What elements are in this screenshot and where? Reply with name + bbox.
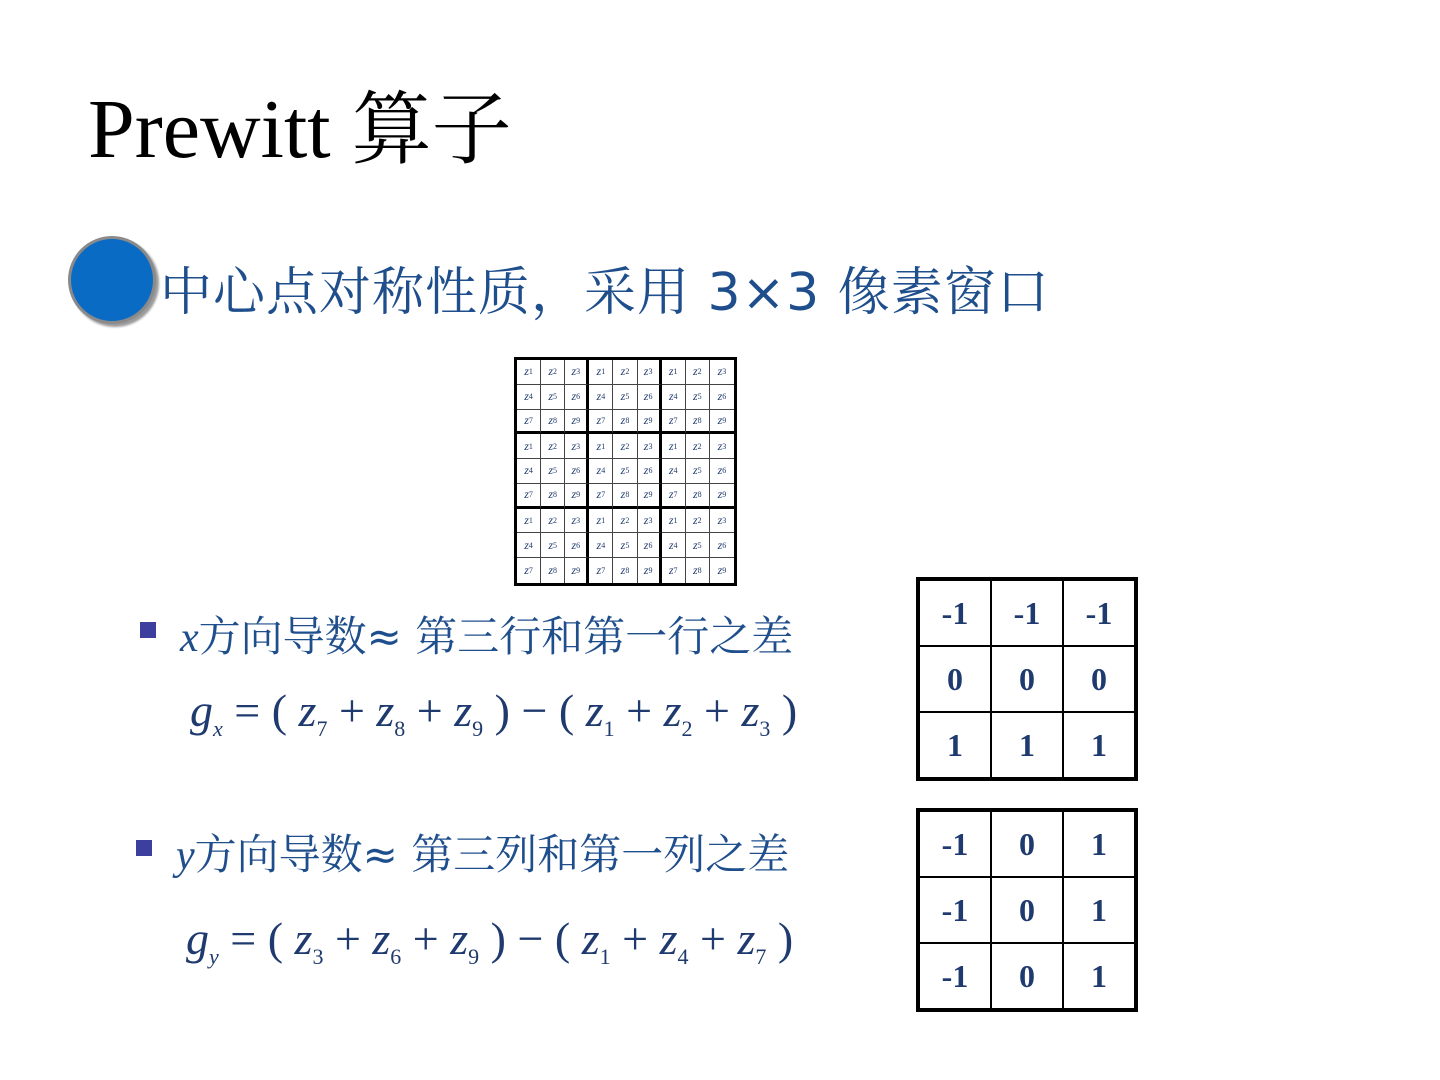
pixel-cell: z 6 bbox=[710, 533, 734, 558]
pixel-cell: z 2 bbox=[613, 509, 637, 534]
title-latin: Prewitt bbox=[88, 83, 331, 176]
pixel-cell: z 5 bbox=[686, 459, 710, 484]
pixel-cell: z 1 bbox=[589, 509, 613, 534]
pixel-cell: z 2 bbox=[541, 360, 565, 385]
mask-cell: 0 bbox=[1063, 646, 1136, 712]
pixel-cell: z 1 bbox=[662, 509, 686, 534]
pixel-cell: z 5 bbox=[686, 385, 710, 410]
pixel-cell: z 8 bbox=[686, 558, 710, 583]
pixel-cell: z 3 bbox=[638, 434, 662, 459]
pixel-cell: z 4 bbox=[662, 533, 686, 558]
pixel-cell: z 8 bbox=[541, 410, 565, 435]
gx-formula: $g_x$ = ( $z_7 + z_8 + z_9$ ) − ( $z_1 + z_2 + z_3$ ) bbox=[190, 685, 798, 742]
mask-cell: 0 bbox=[991, 810, 1063, 877]
mask-cell: 0 bbox=[918, 646, 991, 712]
pixel-cell: z 7 bbox=[517, 558, 541, 583]
pixel-cell: z 1 bbox=[589, 434, 613, 459]
x-var: x bbox=[180, 615, 199, 661]
pixel-cell: z 5 bbox=[613, 385, 637, 410]
x-derivative-text bbox=[180, 604, 793, 664]
pixel-cell: z 4 bbox=[589, 385, 613, 410]
pixel-cell: z 9 bbox=[565, 558, 589, 583]
bullet-circle-icon bbox=[68, 236, 156, 324]
pixel-cell: z 7 bbox=[589, 558, 613, 583]
subheading: 中心点对称性质，采用 3×3 像素窗口 bbox=[160, 263, 1050, 323]
pixel-cell: z 7 bbox=[662, 410, 686, 435]
y-derivative-text bbox=[176, 822, 789, 882]
mask-cell: 1 bbox=[1063, 943, 1136, 1010]
pixel-cell: z 1 bbox=[517, 509, 541, 534]
pixel-cell: z 9 bbox=[638, 410, 662, 435]
pixel-cell: z 4 bbox=[662, 385, 686, 410]
pixel-cell: z 6 bbox=[565, 533, 589, 558]
pixel-cell: z 2 bbox=[686, 360, 710, 385]
pixel-cell: z 7 bbox=[517, 410, 541, 435]
pixel-cell: z 5 bbox=[541, 459, 565, 484]
pixel-cell: z 3 bbox=[638, 360, 662, 385]
pixel-cell: z 8 bbox=[686, 484, 710, 509]
pixel-cell: z 1 bbox=[517, 360, 541, 385]
pixel-cell: z 6 bbox=[638, 385, 662, 410]
x-desc: 方向导数≈ 第三行和第一行之差 bbox=[198, 612, 794, 661]
mask-cell: -1 bbox=[918, 943, 991, 1010]
pixel-cell: z 5 bbox=[541, 533, 565, 558]
pixel-cell: z 7 bbox=[589, 410, 613, 435]
pixel-cell: z 3 bbox=[565, 360, 589, 385]
prewitt-x-mask bbox=[916, 577, 1138, 781]
pixel-cell: z 1 bbox=[517, 434, 541, 459]
mask-cell: -1 bbox=[991, 579, 1063, 646]
pixel-cell: z 9 bbox=[565, 484, 589, 509]
y-var: y bbox=[176, 833, 195, 879]
mask-cell: 1 bbox=[1063, 877, 1136, 943]
pixel-cell: z 1 bbox=[662, 360, 686, 385]
pixel-cell: z 5 bbox=[613, 459, 637, 484]
pixel-cell: z 6 bbox=[638, 459, 662, 484]
pixel-cell: z 4 bbox=[517, 385, 541, 410]
pixel-cell: z 2 bbox=[686, 509, 710, 534]
pixel-cell: z 2 bbox=[541, 434, 565, 459]
pixel-cell: z 3 bbox=[565, 509, 589, 534]
pixel-cell: z 8 bbox=[686, 410, 710, 435]
pixel-cell: z 6 bbox=[638, 533, 662, 558]
mask-cell: 1 bbox=[991, 712, 1063, 779]
pixel-cell: z 1 bbox=[662, 434, 686, 459]
pixel-cell: z 9 bbox=[710, 484, 734, 509]
mask-cell: 1 bbox=[918, 712, 991, 779]
pixel-cell: z 4 bbox=[589, 459, 613, 484]
pixel-cell: z 3 bbox=[638, 509, 662, 534]
pixel-cell: z 8 bbox=[613, 484, 637, 509]
pixel-cell: z 4 bbox=[517, 533, 541, 558]
pixel-cell: z 7 bbox=[662, 558, 686, 583]
pixel-cell: z 3 bbox=[710, 434, 734, 459]
pixel-cell: z 3 bbox=[565, 434, 589, 459]
mask-cell: 0 bbox=[991, 646, 1063, 712]
square-bullet-icon bbox=[140, 622, 156, 638]
pixel-cell: z 6 bbox=[710, 459, 734, 484]
pixel-cell: z 4 bbox=[662, 459, 686, 484]
pixel-cell: z 7 bbox=[589, 484, 613, 509]
square-bullet-icon bbox=[136, 840, 152, 856]
y-desc: 方向导数≈ 第三列和第一列之差 bbox=[194, 830, 790, 879]
title-cjk: 算子 bbox=[351, 83, 512, 176]
mask-cell: 0 bbox=[991, 877, 1063, 943]
pixel-cell: z 8 bbox=[613, 410, 637, 435]
pixel-cell: z 9 bbox=[717, 563, 727, 578]
pixel-cell: z 9 bbox=[710, 410, 734, 435]
pixel-cell: z 9 bbox=[638, 558, 662, 583]
pixel-cell: z 9 bbox=[638, 484, 662, 509]
pixel-cell: z 3 bbox=[710, 509, 734, 534]
pixel-cell: z 7 bbox=[517, 484, 541, 509]
pixel-cell: z 8 bbox=[613, 558, 637, 583]
pixel-cell: z 3 bbox=[710, 360, 734, 385]
pixel-cell: z 8 bbox=[541, 484, 565, 509]
prewitt-y-mask bbox=[916, 808, 1138, 1012]
pixel-cell: z 2 bbox=[613, 434, 637, 459]
pixel-cell: z 8 bbox=[541, 558, 565, 583]
pixel-cell: z 7 bbox=[662, 484, 686, 509]
pixel-window-grid bbox=[514, 357, 737, 586]
pixel-cell: z 6 bbox=[710, 385, 734, 410]
pixel-cell: z 6 bbox=[565, 459, 589, 484]
pixel-cell: z 5 bbox=[686, 533, 710, 558]
gy-formula: $g_y$ = ( $z_3 + z_6 + z_9$ ) − ( $z_1 + z_4 + z_7$ ) bbox=[186, 913, 794, 970]
mask-cell: -1 bbox=[918, 579, 991, 646]
pixel-cell: z 5 bbox=[541, 385, 565, 410]
pixel-cell: z 5 bbox=[613, 533, 637, 558]
mask-cell: -1 bbox=[1063, 579, 1136, 646]
mask-cell: 1 bbox=[1063, 712, 1136, 779]
slide-title bbox=[88, 83, 512, 176]
pixel-cell: z 2 bbox=[686, 434, 710, 459]
pixel-cell: z 6 bbox=[565, 385, 589, 410]
pixel-cell: z 9 bbox=[565, 410, 589, 435]
pixel-cell: z 1 bbox=[589, 360, 613, 385]
mask-cell: -1 bbox=[918, 877, 991, 943]
pixel-cell: z 4 bbox=[589, 533, 613, 558]
pixel-cell: z 2 bbox=[613, 360, 637, 385]
mask-cell: 0 bbox=[991, 943, 1063, 1010]
pixel-cell: z 2 bbox=[541, 509, 565, 534]
mask-cell: -1 bbox=[918, 810, 991, 877]
pixel-cell: z 4 bbox=[517, 459, 541, 484]
mask-cell: 1 bbox=[1063, 810, 1136, 877]
